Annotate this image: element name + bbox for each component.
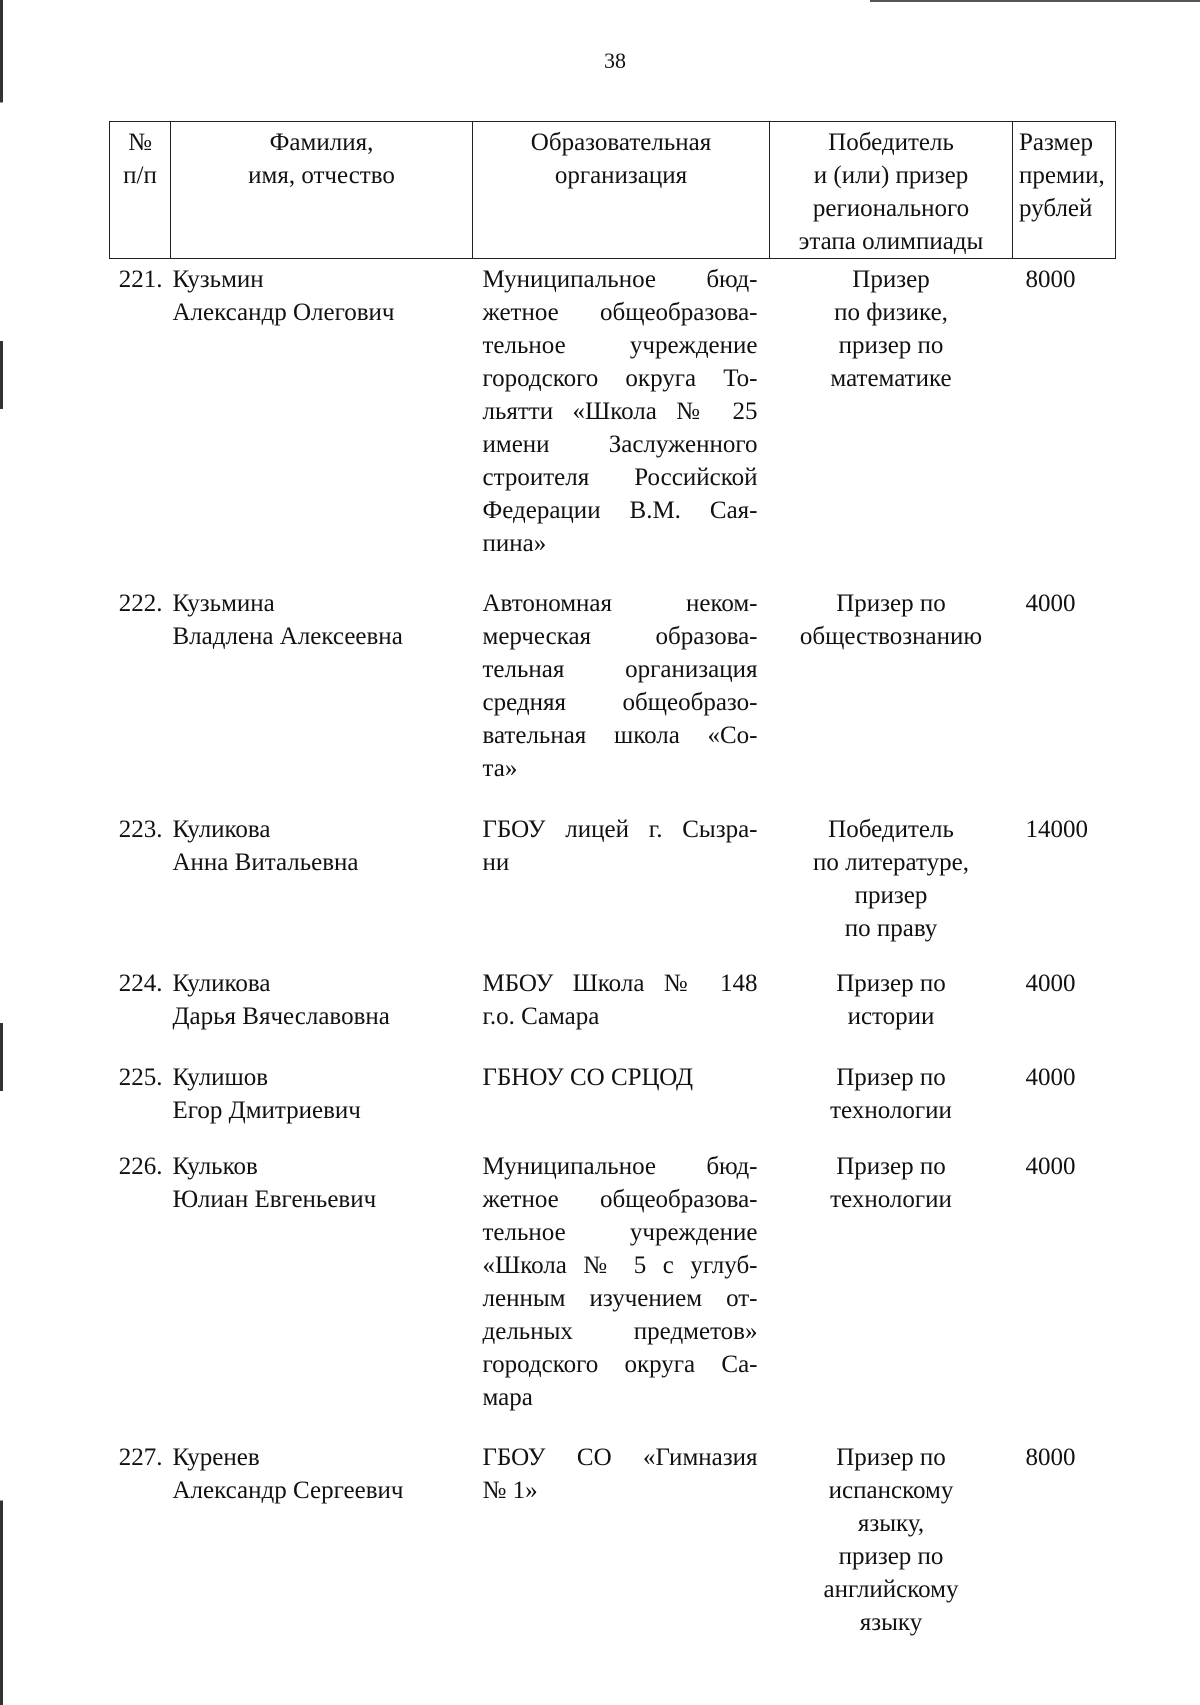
- row-number: 225.: [118, 1064, 163, 1091]
- winner-status: [770, 583, 1013, 809]
- winner-status-line: Победитель: [828, 816, 954, 843]
- organization-line: строителя Российской: [482, 464, 758, 491]
- organization-line: тельное учреждение: [482, 1219, 758, 1246]
- organization-line: № 1»: [482, 1477, 538, 1504]
- winner-status-line: Призер: [852, 266, 930, 293]
- organization-line: мерческая образова-: [482, 623, 758, 650]
- organization: [473, 1146, 770, 1437]
- person-name: [171, 1057, 473, 1146]
- laureates-table: [109, 121, 1116, 1641]
- table-row: [110, 259, 1116, 584]
- winner-status-line: испанскому: [828, 1477, 954, 1504]
- organization-line: ГБОУ лицей г. Сызра-: [482, 816, 758, 843]
- person-name-line: Кузьмина: [172, 590, 275, 617]
- winner-status-line: языку,: [857, 1510, 925, 1537]
- table-row: [110, 1437, 1116, 1641]
- table-row: [110, 1057, 1116, 1146]
- header-number: № п/п: [110, 122, 171, 259]
- organization-line: городского округа Са-: [482, 1351, 758, 1378]
- header-organization: Образовательная организация: [473, 122, 770, 259]
- person-name-line: Егор Дмитриевич: [172, 1097, 361, 1124]
- row-number: 221.: [118, 266, 163, 293]
- organization-line: ленным изучением от-: [482, 1285, 758, 1312]
- organization: [473, 1057, 770, 1146]
- organization-line: жетное общеобразова-: [482, 299, 758, 326]
- organization-line: Муниципальное бюд-: [482, 1153, 758, 1180]
- winner-status-line: технологии: [830, 1186, 952, 1213]
- winner-status-line: обществознанию: [799, 623, 983, 650]
- winner-status: [770, 809, 1013, 963]
- winner-status-line: английскому: [823, 1576, 959, 1603]
- organization: [473, 1437, 770, 1641]
- prize-amount: 14000: [1025, 816, 1088, 843]
- winner-status-line: по праву: [844, 915, 938, 942]
- table-header-row: [110, 122, 1116, 259]
- winner-status-line: языку: [859, 1609, 923, 1636]
- header-full-name: Фамилия, имя, отчество: [171, 122, 473, 259]
- prize-amount: 8000: [1025, 266, 1076, 293]
- organization-line: дельных предметов»: [482, 1318, 758, 1345]
- prize-amount: 4000: [1025, 590, 1076, 617]
- organization-line: вательная школа «Со-: [482, 722, 758, 749]
- organization-line: льятти «Школа № 25: [482, 398, 758, 425]
- header-winner-status: Победитель и (или) призер регионального этапа олимпиады: [770, 122, 1013, 259]
- person-name-line: Анна Витальевна: [172, 849, 359, 876]
- organization-line: ГБНОУ СО СРЦОД: [482, 1064, 694, 1091]
- row-number: 222.: [118, 590, 163, 617]
- person-name-line: Кульков: [172, 1153, 258, 1180]
- winner-status-line: по физике,: [834, 299, 948, 326]
- person-name-line: Куренев: [172, 1444, 260, 1471]
- person-name-line: Юлиан Евгеньевич: [172, 1186, 377, 1213]
- row-number: 223.: [118, 816, 163, 843]
- winner-status-line: Призер по: [836, 1153, 946, 1180]
- winner-status: [770, 1057, 1013, 1146]
- organization-line: МБОУ Школа № 148: [482, 970, 758, 997]
- organization-line: средняя общеобразо-: [482, 689, 758, 716]
- prize-amount: 4000: [1025, 970, 1076, 997]
- winner-status-line: Призер по: [836, 970, 946, 997]
- row-number: 226.: [118, 1153, 163, 1180]
- winner-status-line: технологии: [830, 1097, 952, 1124]
- person-name-line: Александр Олегович: [172, 299, 395, 326]
- row-number: 227.: [118, 1444, 163, 1471]
- table-row: [110, 583, 1116, 809]
- organization: [473, 583, 770, 809]
- table-row: [110, 809, 1116, 963]
- person-name: [171, 809, 473, 963]
- person-name-line: Кузьмин: [172, 266, 264, 293]
- winner-status-line: призер: [854, 882, 928, 909]
- organization-line: ГБОУ СО «Гимназия: [482, 1444, 758, 1471]
- person-name-line: Кулишов: [172, 1064, 269, 1091]
- winner-status: [770, 1146, 1013, 1437]
- winner-status: [770, 259, 1013, 584]
- person-name-line: Куликова: [172, 970, 271, 997]
- organization-line: «Школа № 5 с углуб-: [482, 1252, 758, 1279]
- scan-edge-top: [870, 0, 1200, 2]
- person-name: [171, 259, 473, 584]
- winner-status-line: Призер по: [836, 1064, 946, 1091]
- person-name-line: Владлена Алексеевна: [172, 623, 403, 650]
- winner-status-line: Призер по: [836, 590, 946, 617]
- winner-status-line: истории: [847, 1003, 935, 1030]
- person-name-line: Дарья Вячеславовна: [172, 1003, 390, 1030]
- organization: [473, 963, 770, 1057]
- winner-status-line: призер по: [838, 332, 944, 359]
- person-name-line: Александр Сергеевич: [172, 1477, 404, 1504]
- page-number: 38: [604, 48, 626, 73]
- organization: [473, 809, 770, 963]
- person-name: [171, 963, 473, 1057]
- organization-line: жетное общеобразова-: [482, 1186, 758, 1213]
- organization-line: мара: [482, 1384, 533, 1411]
- organization-line: тельная организация: [482, 656, 758, 683]
- row-number: 224.: [118, 970, 163, 997]
- table-row: [110, 1146, 1116, 1437]
- winner-status-line: математике: [830, 365, 952, 392]
- winner-status: [770, 963, 1013, 1057]
- winner-status-line: призер по: [838, 1543, 944, 1570]
- winner-status: [770, 1437, 1013, 1641]
- table-row: [110, 963, 1116, 1057]
- header-prize-amount: Размер премии, рублей: [1013, 122, 1116, 259]
- prize-amount: 4000: [1025, 1064, 1076, 1091]
- organization-line: Муниципальное бюд-: [482, 266, 758, 293]
- organization-line: пина»: [482, 530, 547, 557]
- organization-line: ни: [482, 849, 510, 876]
- person-name-line: Куликова: [172, 816, 271, 843]
- organization-line: имени Заслуженного: [482, 431, 758, 458]
- person-name: [171, 1146, 473, 1437]
- organization: [473, 259, 770, 584]
- prize-amount: 4000: [1025, 1153, 1076, 1180]
- organization-line: городского округа То-: [482, 365, 758, 392]
- organization-line: та»: [482, 755, 518, 782]
- organization-line: тельное учреждение: [482, 332, 758, 359]
- scan-edge-left: [0, 0, 3, 1705]
- person-name: [171, 583, 473, 809]
- person-name: [171, 1437, 473, 1641]
- organization-line: Автономная неком-: [482, 590, 758, 617]
- winner-status-line: по литературе,: [813, 849, 969, 876]
- winner-status-line: Призер по: [836, 1444, 946, 1471]
- prize-amount: 8000: [1025, 1444, 1076, 1471]
- organization-line: г.о. Самара: [482, 1003, 600, 1030]
- organization-line: Федерации В.М. Сая-: [482, 497, 758, 524]
